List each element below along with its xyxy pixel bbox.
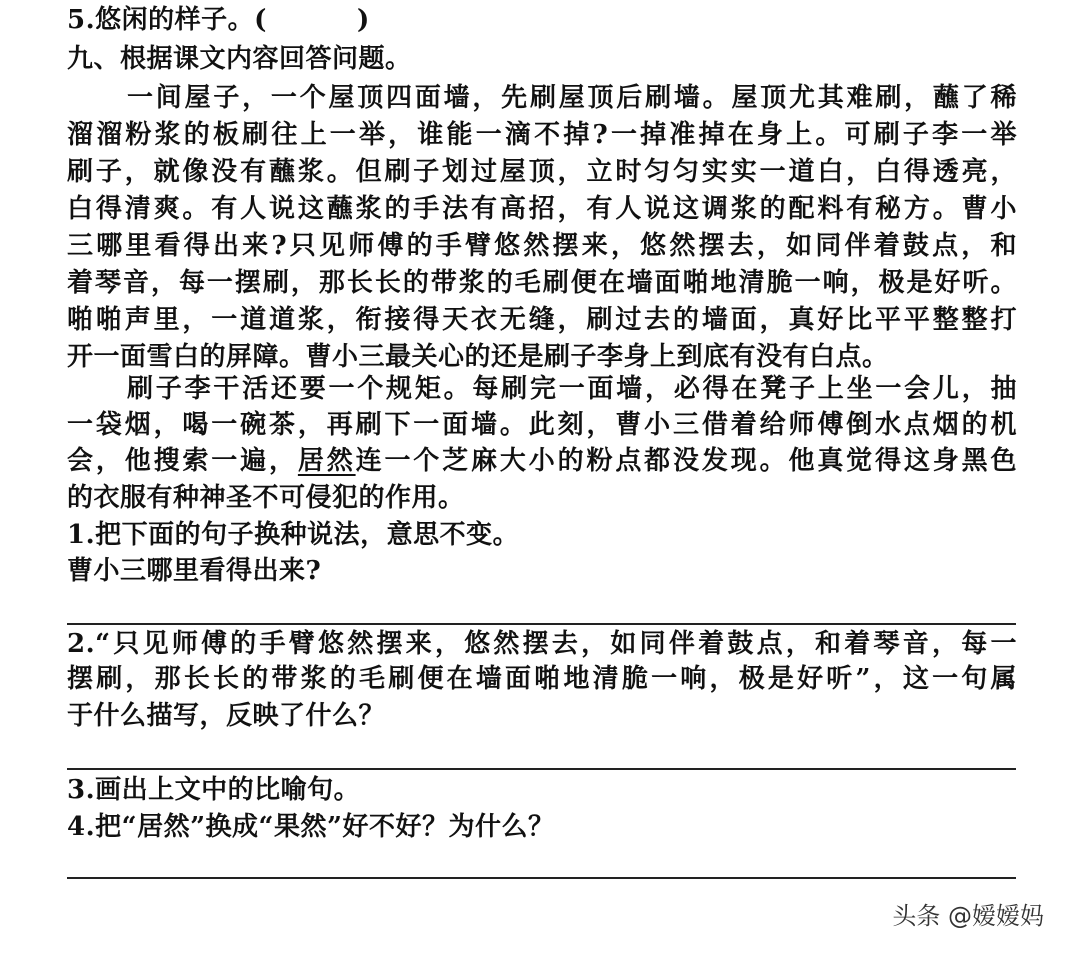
passage-line: 的衣服有种神圣不可侵犯的作用。 xyxy=(67,483,465,513)
question-1-sentence: 曹小三哪里看得出来? xyxy=(67,556,322,586)
passage-line: 一间屋子，一个屋顶四面墙，先刷屋顶后刷墙。屋顶尤其难刷，蘸了稀 xyxy=(127,83,1017,113)
question-5 xyxy=(67,2,1017,38)
passage-line-underlined xyxy=(67,443,1017,479)
question-2-line: 于什么描写，反映了什么？ xyxy=(67,701,386,731)
passage-line: 溜溜粉浆的板刷往上一举，谁能一滴不掉?一掉准掉在身上。可刷子李一举 xyxy=(67,120,1017,150)
underlined-word: 居然 xyxy=(297,446,356,476)
passage-line: 白得清爽。有人说这蘸浆的手法有高招，有人说这调浆的配料有秘方。曹小 xyxy=(67,194,1017,224)
passage-line: 一袋烟，喝一碗茶，再刷下一面墙。此刻，曹小三借着给师傅倒水点烟的机 xyxy=(67,410,1017,440)
question-2-line: 2.“只见师傅的手臂悠然摆来，悠然摆去，如同伴着鼓点，和着琴音，每一 xyxy=(67,629,1017,659)
passage-text: 连一个芝麻大小的粉点都没发现。他真觉得这身黑色 xyxy=(355,446,1017,476)
question-1-title: 1.把下面的句子换种说法，意思不变。 xyxy=(67,520,520,550)
passage-line: 开一面雪白的屏障。曹小三最关心的还是刷子李身上到底有没有白点。 xyxy=(67,342,889,372)
passage-line: 着琴音，每一摆刷，那长长的带浆的毛刷便在墙面啪地清脆一响，极是好听。 xyxy=(67,268,1017,298)
passage-line: 三哪里看得出来?只见师傅的手臂悠然摆来，悠然摆去，如同伴着鼓点，和 xyxy=(67,231,1017,261)
watermark: 头条 @嫒嫒妈 xyxy=(886,894,1050,933)
answer-line xyxy=(67,623,1016,625)
passage-line: 啪啪声里，一道道浆，衔接得天衣无缝，刷过去的墙面，真好比平平整整打 xyxy=(67,305,1017,335)
answer-line xyxy=(67,877,1016,879)
answer-line xyxy=(67,768,1016,770)
question-2-line: 摆刷，那长长的带浆的毛刷便在墙面啪地清脆一响，极是好听”，这一句属 xyxy=(67,664,1017,694)
question-5-prefix: 5.悠闲的样子。( xyxy=(67,5,267,35)
section-heading: 九、根据课文内容回答问题。 xyxy=(67,44,412,74)
question-3: 3.画出上文中的比喻句。 xyxy=(67,775,361,805)
passage-line: 刷子李干活还要一个规矩。每刷完一面墙，必得在凳子上坐一会儿，抽 xyxy=(127,374,1017,404)
question-5-suffix: ) xyxy=(356,5,370,35)
passage-text: 会，他搜索一遍， xyxy=(67,446,298,476)
question-4: 4.把“居然”换成“果然”好不好？为什么？ xyxy=(67,812,555,842)
passage-line: 刷子，就像没有蘸浆。但刷子划过屋顶，立时匀匀实实一道白，白得透亮， xyxy=(67,157,1017,187)
